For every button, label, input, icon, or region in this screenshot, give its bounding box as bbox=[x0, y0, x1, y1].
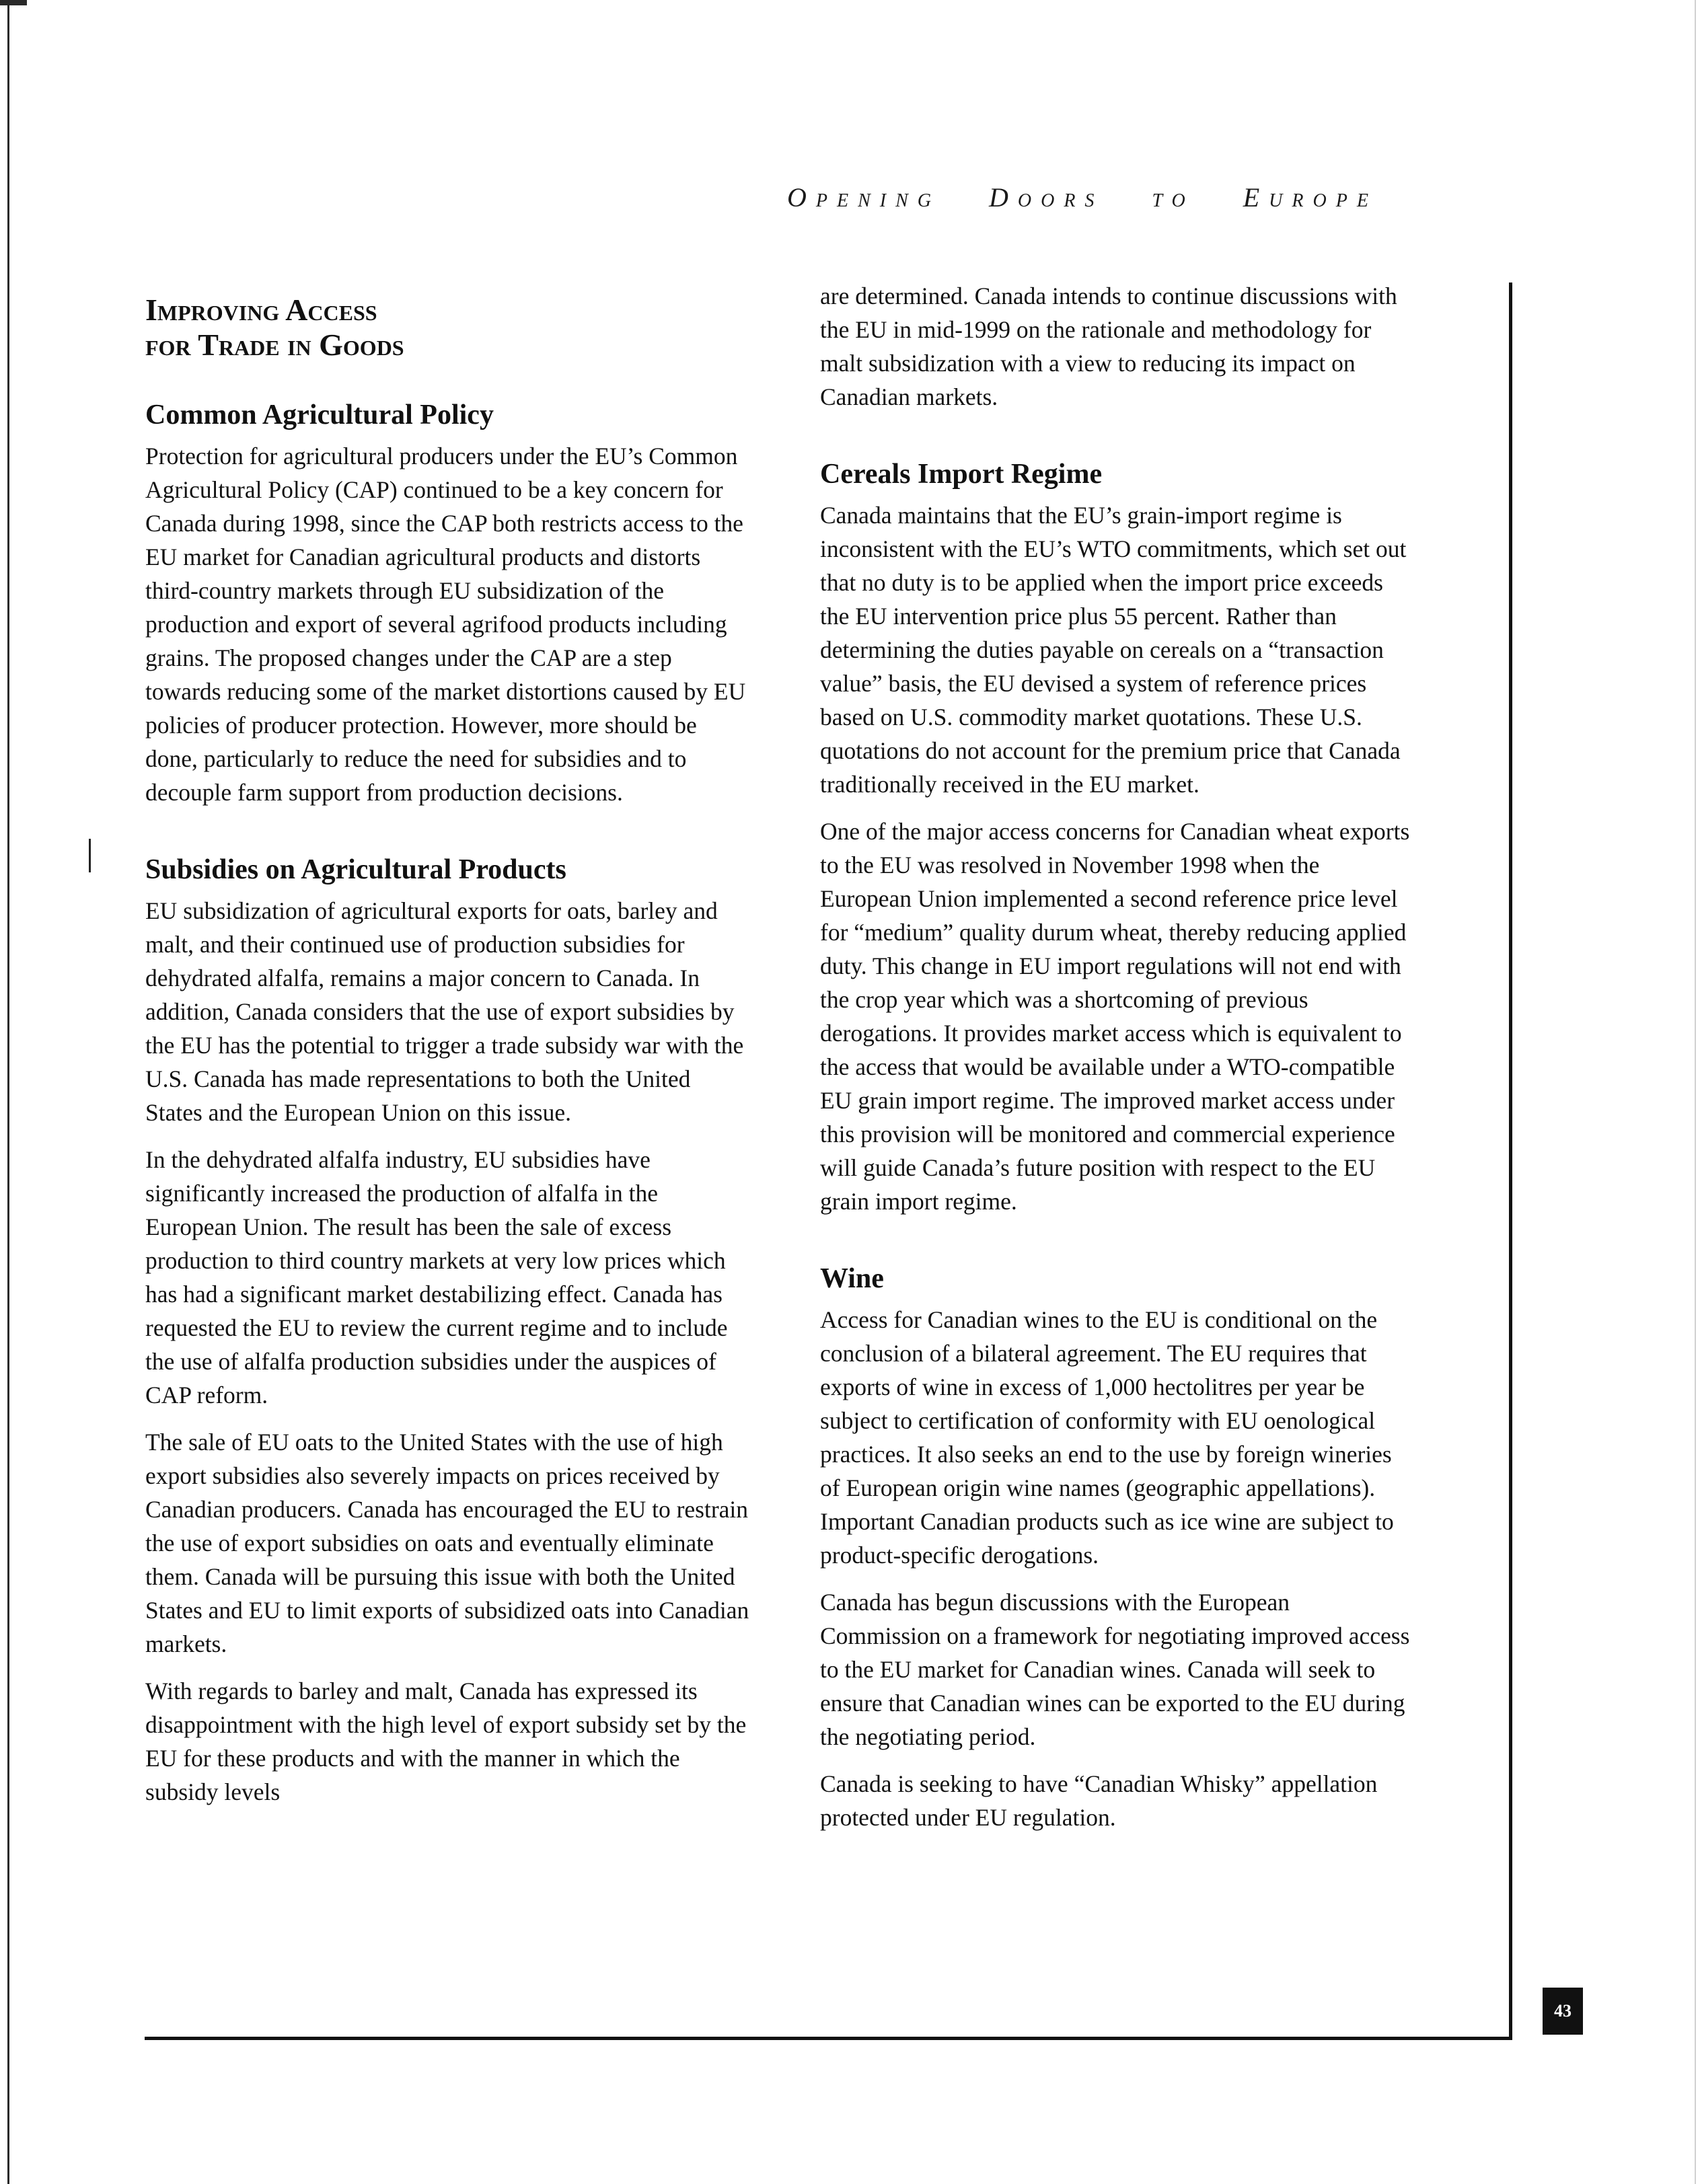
scan-edge-top bbox=[0, 0, 27, 5]
subsidies-paragraph-1: EU subsidization of agricultural exports for oats, barley and malt, and their continued use of production subsidies for dehydrated alfalfa, remains a major concern to Canada. In addition, Canada considers that the use of export subsidies by the EU has the potential to trigger a trade subsidy war with the U.S. Canada has made representations to both the United States and the European Union on this issue. bbox=[145, 897, 744, 1126]
running-header-word: to bbox=[1152, 182, 1195, 213]
wine-paragraph-1: Access for Canadian wines to the EU is conditional on the conclusion of a bilateral agreement. The EU requires that exports of wine in excess of 1,000 hectolitres per year be subject to certification of conformity with EU oenological practices. It also seeks an end to the use by foreign wineries of European origin wine names (geographic appellations). Important Canadian products such as ice wine are subject to product-specific derogations. bbox=[820, 1306, 1394, 1569]
frame-rule-horizontal bbox=[145, 2037, 1512, 2040]
wine-paragraph-3: Canada is seeking to have “Canadian Whisky” appellation protected under EU regulation. bbox=[820, 1770, 1378, 1831]
scan-edge-right bbox=[1695, 0, 1696, 2184]
wine-paragraph-2: Canada has begun discussions with the European Commission on a framework for negotiating improved access to the EU market for Canadian wines. Canada will seek to ensure that Canadian wines can be exported to the EU during the negotiating period. bbox=[820, 1589, 1410, 1750]
continued-paragraph: are determined. Canada intends to continue discussions with the EU in mid-1999 on the rationale and methodology for malt subsidization with a view to reducing its impact on Canadian markets. bbox=[820, 283, 1397, 410]
wine-heading: Wine bbox=[820, 1263, 884, 1294]
subsidies-paragraph-2: In the dehydrated alfalfa industry, EU subsidies have significantly increased the production of alfalfa in the European Union. The result has been the sale of excess production to third country markets at very low prices which has had a significant market destabilizing effect. Canada has requested the EU to review the current regime and to include the use of alfalfa production subsidies under the auspices of CAP reform. bbox=[145, 1146, 728, 1408]
subsidies-paragraph-3: The sale of EU oats to the United States with the use of high export subsidies also severely impacts on prices received by Canadian producers. Canada has encouraged the EU to restrain the use of export subsidies on oats and eventually eliminate them. Canada will be pursuing this issue with both the United States and EU to limit exports of subsidized oats into Canadian markets. bbox=[145, 1429, 749, 1657]
running-header-word: Europe bbox=[1243, 182, 1378, 213]
cereals-paragraph-1: Canada maintains that the EU’s grain-import regime is inconsistent with the EU’s WTO commitments, which set out that no duty is to be applied when the import price exceeds the EU intervention price plus 55 percent. Rather than determining the duties payable on cereals on a “transaction value” basis, the EU devised a system of reference prices based on U.S. commodity market quotations. These U.S. quotations do not account for the premium price that Canada traditionally received in the EU market. bbox=[820, 502, 1407, 798]
spacer bbox=[145, 823, 751, 851]
section-title-line-2: for Trade in Goods bbox=[145, 328, 404, 362]
page-number: 43 bbox=[1543, 1988, 1583, 2035]
left-column bbox=[145, 279, 751, 1822]
frame-rule-vertical bbox=[1509, 283, 1512, 2038]
section-title-line-1: Improving Access bbox=[145, 293, 377, 327]
cereals-heading: Cereals Import Regime bbox=[820, 459, 1103, 490]
cap-heading: Common Agricultural Policy bbox=[145, 400, 494, 430]
right-column bbox=[820, 279, 1412, 1848]
cereals-paragraph-2: One of the major access concerns for Canadian wheat exports to the EU was resolved in November 1998 when the European Union implemented a second reference price level for “medium” quality durum wheat, thereby reducing applied duty. This change in EU import regulations will not end with the crop year which was a shortcoming of previous derogations. It provides market access which is equivalent to the access that would be available under a WTO-compatible EU grain import regime. The improved market access under this provision will be monitored and commercial experience will guide Canada’s future position with respect to the EU grain import regime. bbox=[820, 818, 1410, 1215]
running-header bbox=[787, 182, 1520, 213]
scan-edge-left bbox=[0, 0, 9, 2184]
spacer bbox=[820, 1232, 1412, 1260]
subsidies-paragraph-4: With regards to barley and malt, Canada has expressed its disappointment with the high level of export subsidy set by the EU for these products and with the manner in which the subsidy levels bbox=[145, 1678, 747, 1805]
cap-paragraph-1: Protection for agricultural producers under the EU’s Common Agricultural Policy (CAP) continued to be a key concern for Canada during 1998, since the CAP both restricts access to the EU market for Canadian agricultural products and distorts third-country markets through EU subsidization of the production and export of several agrifood products including grains. The proposed changes under the CAP are a step towards reducing some of the market distortions caused by EU policies of producer protection. However, more should be done, particularly to reduce the need for subsidies and to decouple farm support from production decisions. bbox=[145, 443, 746, 806]
spacer bbox=[820, 427, 1412, 455]
running-header-word: Opening bbox=[787, 182, 940, 213]
subsidies-heading: Subsidies on Agricultural Products bbox=[145, 854, 566, 885]
running-header-word: Doors bbox=[989, 182, 1104, 213]
section-title bbox=[145, 293, 751, 363]
margin-mark bbox=[89, 839, 91, 872]
